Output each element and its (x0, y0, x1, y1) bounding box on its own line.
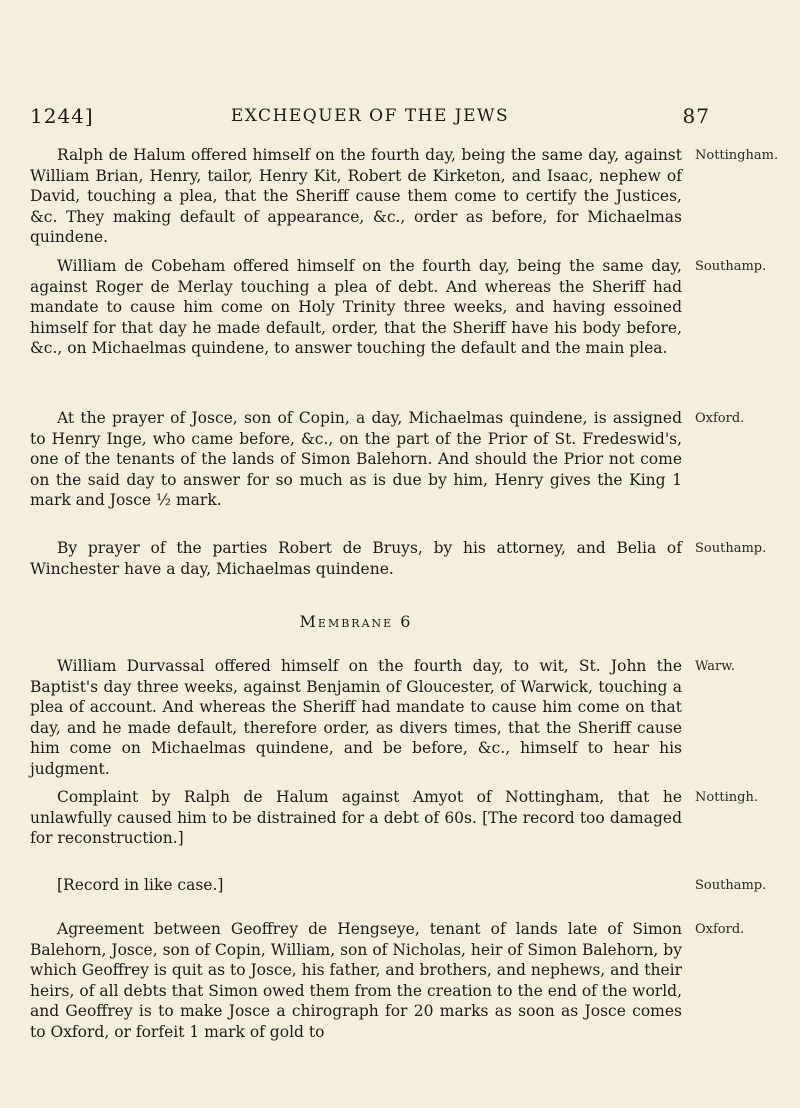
entry-text: [Record in like case.] (57, 876, 224, 894)
entry-text: At the prayer of Josce, son of Copin, a day, Michaelmas quindene, is assigned to Henry Inge, who came before, &c., on the part of the Prior of St. Fredeswid's, one of the tenants of the lands of Simon Balehorn. And should the Prior not come on the said day to answer for so much as is due by him, Henry gives the King 1 mark and Josce ½ mark. (30, 409, 682, 510)
entry-paragraph (30, 408, 682, 511)
header-title: EXCHEQUER OF THE JEWS (230, 106, 510, 126)
entry-paragraph (30, 875, 682, 896)
margin-note: Southamp. (695, 878, 767, 893)
margin-note: Nottingham. (695, 148, 779, 163)
entry-text: William Durvassal offered himself on the fourth day, to wit, St. John the Baptist's day three weeks, against Benjamin of Gloucester, of Warwick, touching a plea of account. And whereas the Sheriff had mandate to cause him come on that day, and he made default, therefore order, as divers times, that the Sheriff cause him come on Michaelmas quindene, and be before, &c., himself to hear his judgment. (30, 657, 682, 778)
margin-note: Nottingh. (695, 790, 759, 805)
entry-paragraph (30, 919, 682, 1043)
entry-paragraph (30, 145, 682, 248)
entry-text: William de Cobeham offered himself on the fourth day, being the same day, against Roger de Merlay touching a plea of debt. And whereas the Sheriff had mandate to cause him come on Holy Trinity three weeks, and having essoined himself for that day he made default, order, that the Sheriff have his body before, &c., on Michaelmas quindene, to answer touching the default and the main plea. (30, 257, 682, 358)
entry-text: Agreement between Geoffrey de Hengseye, tenant of lands late of Simon Balehorn, Josce, son of Copin, William, son of Nicholas, heir of Simon Balehorn, by which Geoffrey is quit as to Josce, his father, and brothers, and nephews, and their heirs, of all debts that Simon owed them from the creation to the end of the world, and Geoffrey is to make Josce a chirograph for 20 marks as soon as Josce comes to Oxford, or forfeit 1 mark of gold to (30, 920, 682, 1041)
section-heading: Membrane 6 (299, 612, 413, 631)
entry-text: Complaint by Ralph de Halum against Amyot of Nottingham, that he unlawfully caused him to be distrained for a debt of 60s. [The record too damaged for reconstruction.] (30, 788, 682, 848)
entry-text: By prayer of the parties Robert de Bruys, by his attorney, and Belia of Winchester have a day, Michaelmas quindene. (30, 539, 682, 578)
page-number: 87 (682, 104, 710, 128)
margin-note: Southamp. (695, 541, 767, 556)
header-year: 1244] (30, 104, 94, 128)
margin-note: Oxford. (695, 922, 745, 937)
entry-paragraph (30, 787, 682, 849)
running-header (30, 104, 710, 134)
entry-paragraph (30, 256, 682, 359)
entry-text: Ralph de Halum offered himself on the fourth day, being the same day, against William Brian, Henry, tailor, Henry Kit, Robert de Kirketon, and Isaac, nephew of David, touching a plea, that the Sheriff cause them come to certify the Justices, &c. They making default of appearance, &c., order as before, for Michaelmas quindene. (30, 146, 682, 247)
margin-note: Southamp. (695, 259, 767, 274)
entry-paragraph (30, 656, 682, 780)
margin-note: Warw. (695, 659, 735, 674)
margin-note: Oxford. (695, 411, 745, 426)
entry-paragraph (30, 538, 682, 579)
